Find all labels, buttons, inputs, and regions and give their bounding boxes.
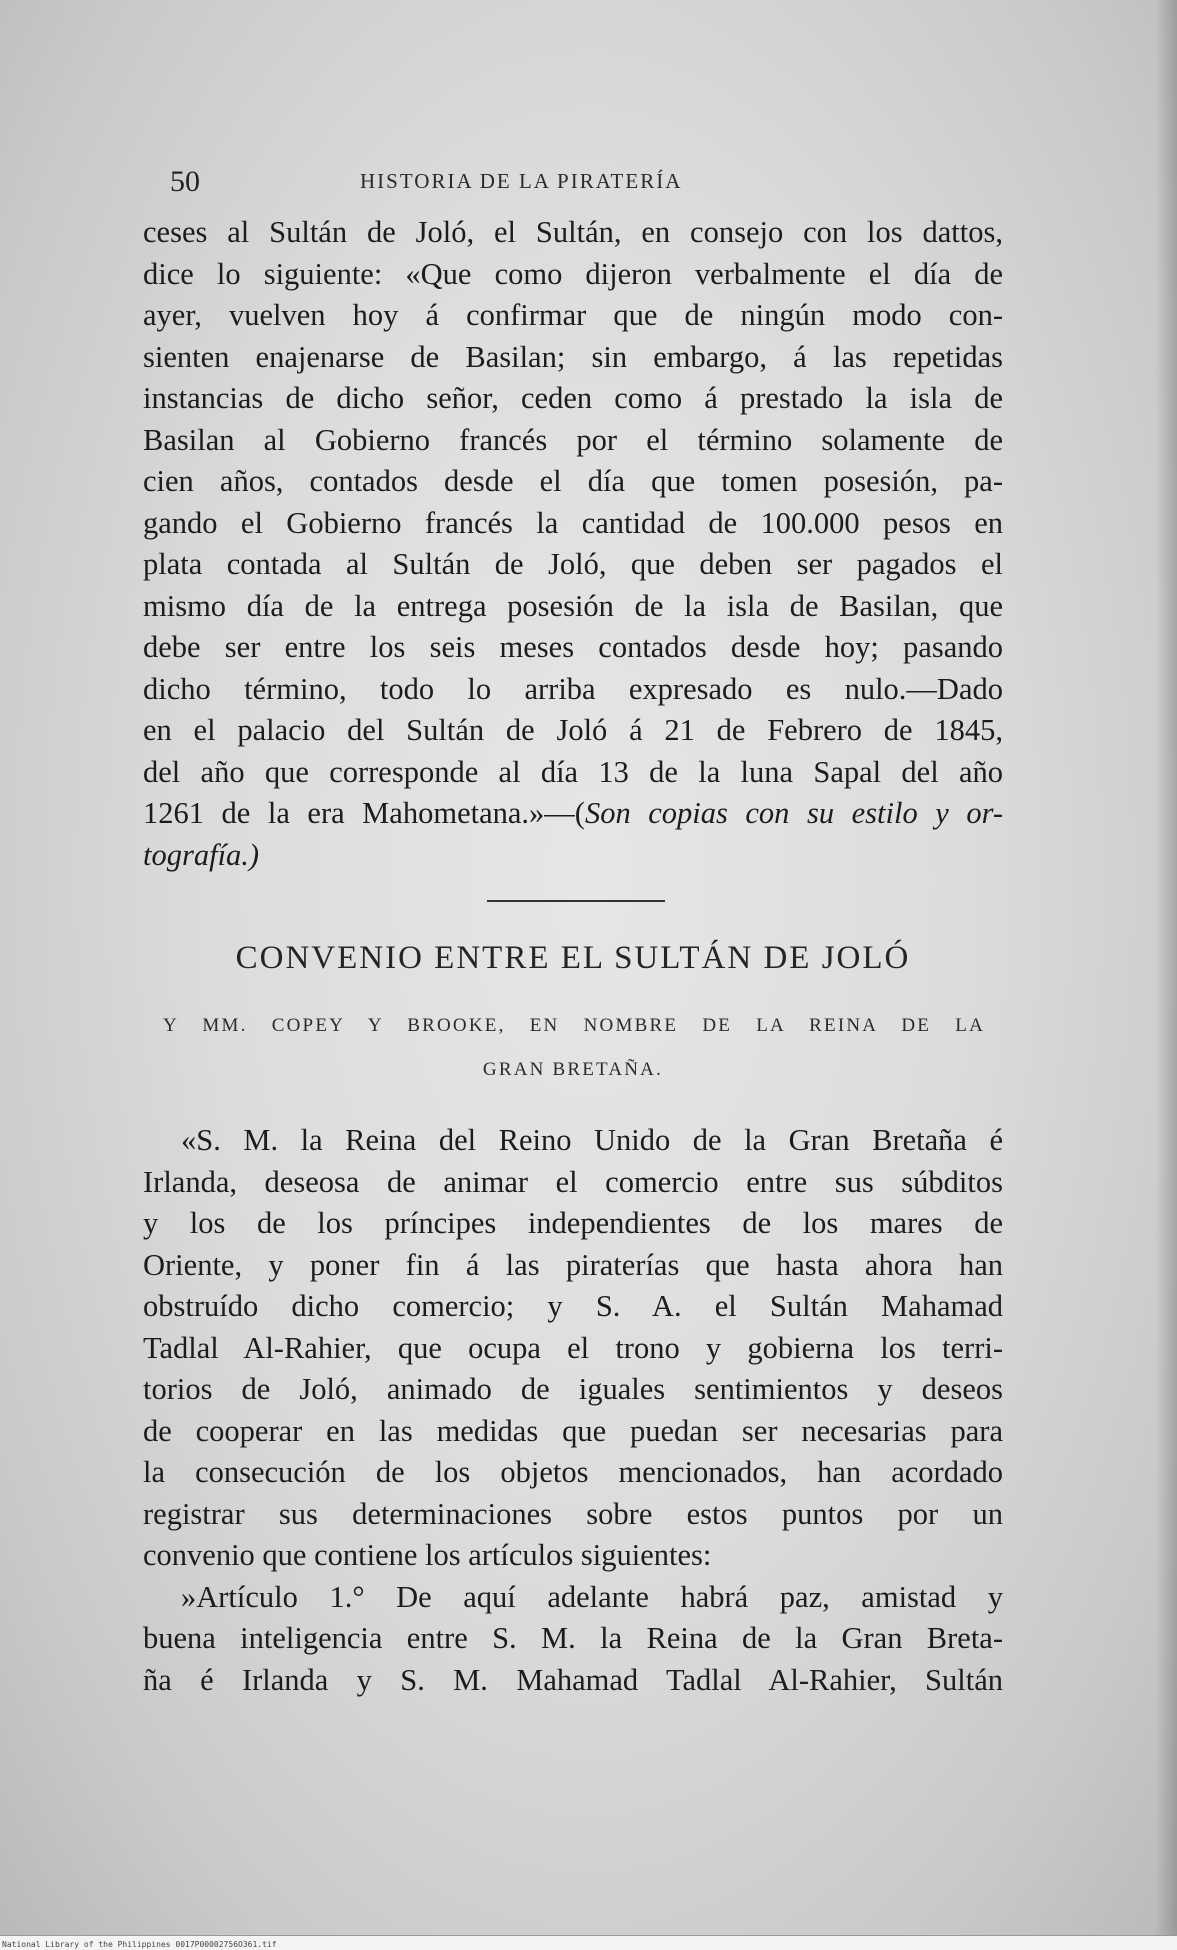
text-line: de cooperar en las medidas que puedan ser necesarias para xyxy=(143,1413,1003,1448)
text-line: gando el Gobierno francés la cantidad de 100.000 pesos en xyxy=(143,505,1003,540)
text-line: Tadlal Al-Rahier, que ocupa el trono y gobierna los terri- xyxy=(143,1330,1003,1365)
text-line-italic: tografía.) xyxy=(143,837,260,872)
text-line: y los de los príncipes independientes de los mares de xyxy=(143,1206,1003,1240)
text-line: en el palacio del Sultán de Joló á 21 de Febrero de 1845, xyxy=(143,713,1003,747)
text-line: ña é Irlanda y S. M. Mahamad Tadlal Al-Rahier, Sultán xyxy=(143,1662,1003,1697)
running-head xyxy=(170,165,1000,201)
section-divider-rule xyxy=(487,900,665,902)
top-paragraph xyxy=(143,212,1003,876)
text-line: debe ser entre los seis meses contados desde hoy; pasando xyxy=(143,630,1003,664)
scan-footer-text: National Library of the Philippines 0017P00002756O361.tif xyxy=(2,1940,277,1949)
text-line: sienten enajenarse de Basilan; sin embargo, á las repetidas xyxy=(143,339,1003,374)
bottom-paragraph xyxy=(143,1120,1003,1701)
text-line: dicho término, todo lo arriba expresado es nulo.—Dado xyxy=(143,671,1003,706)
text-line: la consecución de los objetos mencionados, han acordado xyxy=(143,1455,1003,1489)
section-subtitle-line1: Y MM. COPEY Y BROOKE, EN NOMBRE DE LA REINA DE LA xyxy=(163,1015,985,1036)
text-line: Oriente, y poner fin á las piraterías que hasta ahora han xyxy=(143,1247,1003,1282)
running-head-title: HISTORIA DE LA PIRATERÍA xyxy=(360,169,683,193)
text-line-mixed xyxy=(143,793,1003,835)
page-edge-shadow xyxy=(1155,0,1177,1950)
section-title: CONVENIO ENTRE EL SULTÁN DE JOLÓ xyxy=(235,940,911,976)
text-line: cien años, contados desde el día que tomen posesión, pa- xyxy=(143,464,1003,498)
text-line: ayer, vuelven hoy á confirmar que de ningún modo con- xyxy=(143,298,1003,332)
text-line: »Artículo 1.° De aquí adelante habrá paz, amistad y xyxy=(181,1579,1003,1614)
text-line: instancias de dicho señor, ceden como á prestado la isla de xyxy=(143,381,1003,415)
text-line: torios de Joló, animado de iguales sentimientos y deseos xyxy=(143,1372,1003,1406)
text-line: obstruído dicho comercio; y S. A. el Sultán Mahamad xyxy=(143,1289,1003,1323)
text-line: mismo día de la entrega posesión de la isla de Basilan, que xyxy=(143,588,1003,623)
text-line: registrar sus determinaciones sobre estos puntos por un xyxy=(143,1496,1003,1531)
text-line: dice lo siguiente: «Que como dijeron verbalmente el día de xyxy=(143,256,1003,291)
text-line: «S. M. la Reina del Reino Unido de la Gran Bretaña é xyxy=(181,1123,1003,1157)
text-line: convenio que contiene los artículos siguientes: xyxy=(143,1538,712,1572)
text-line-italic-part: Son copias con su estilo y or- xyxy=(584,796,1003,830)
text-line-plain-part: 1261 de la era Mahometana.»—( xyxy=(143,796,585,830)
text-line: Basilan al Gobierno francés por el término solamente de xyxy=(143,422,1003,457)
text-line: del año que corresponde al día 13 de la luna Sapal del año xyxy=(143,754,1003,789)
page-number: 50 xyxy=(170,165,200,198)
text-line: plata contada al Sultán de Joló, que deben ser pagados el xyxy=(143,547,1003,581)
scan-footer-strip xyxy=(0,1935,1177,1950)
section-subtitle-line2: GRAN BRETAÑA. xyxy=(482,1059,664,1080)
text-line: Irlanda, deseosa de animar el comercio entre sus súbditos xyxy=(143,1164,1003,1199)
text-line: buena inteligencia entre S. M. la Reina de la Gran Breta- xyxy=(143,1621,1003,1655)
text-line: ceses al Sultán de Joló, el Sultán, en consejo con los dattos, xyxy=(143,215,1003,249)
